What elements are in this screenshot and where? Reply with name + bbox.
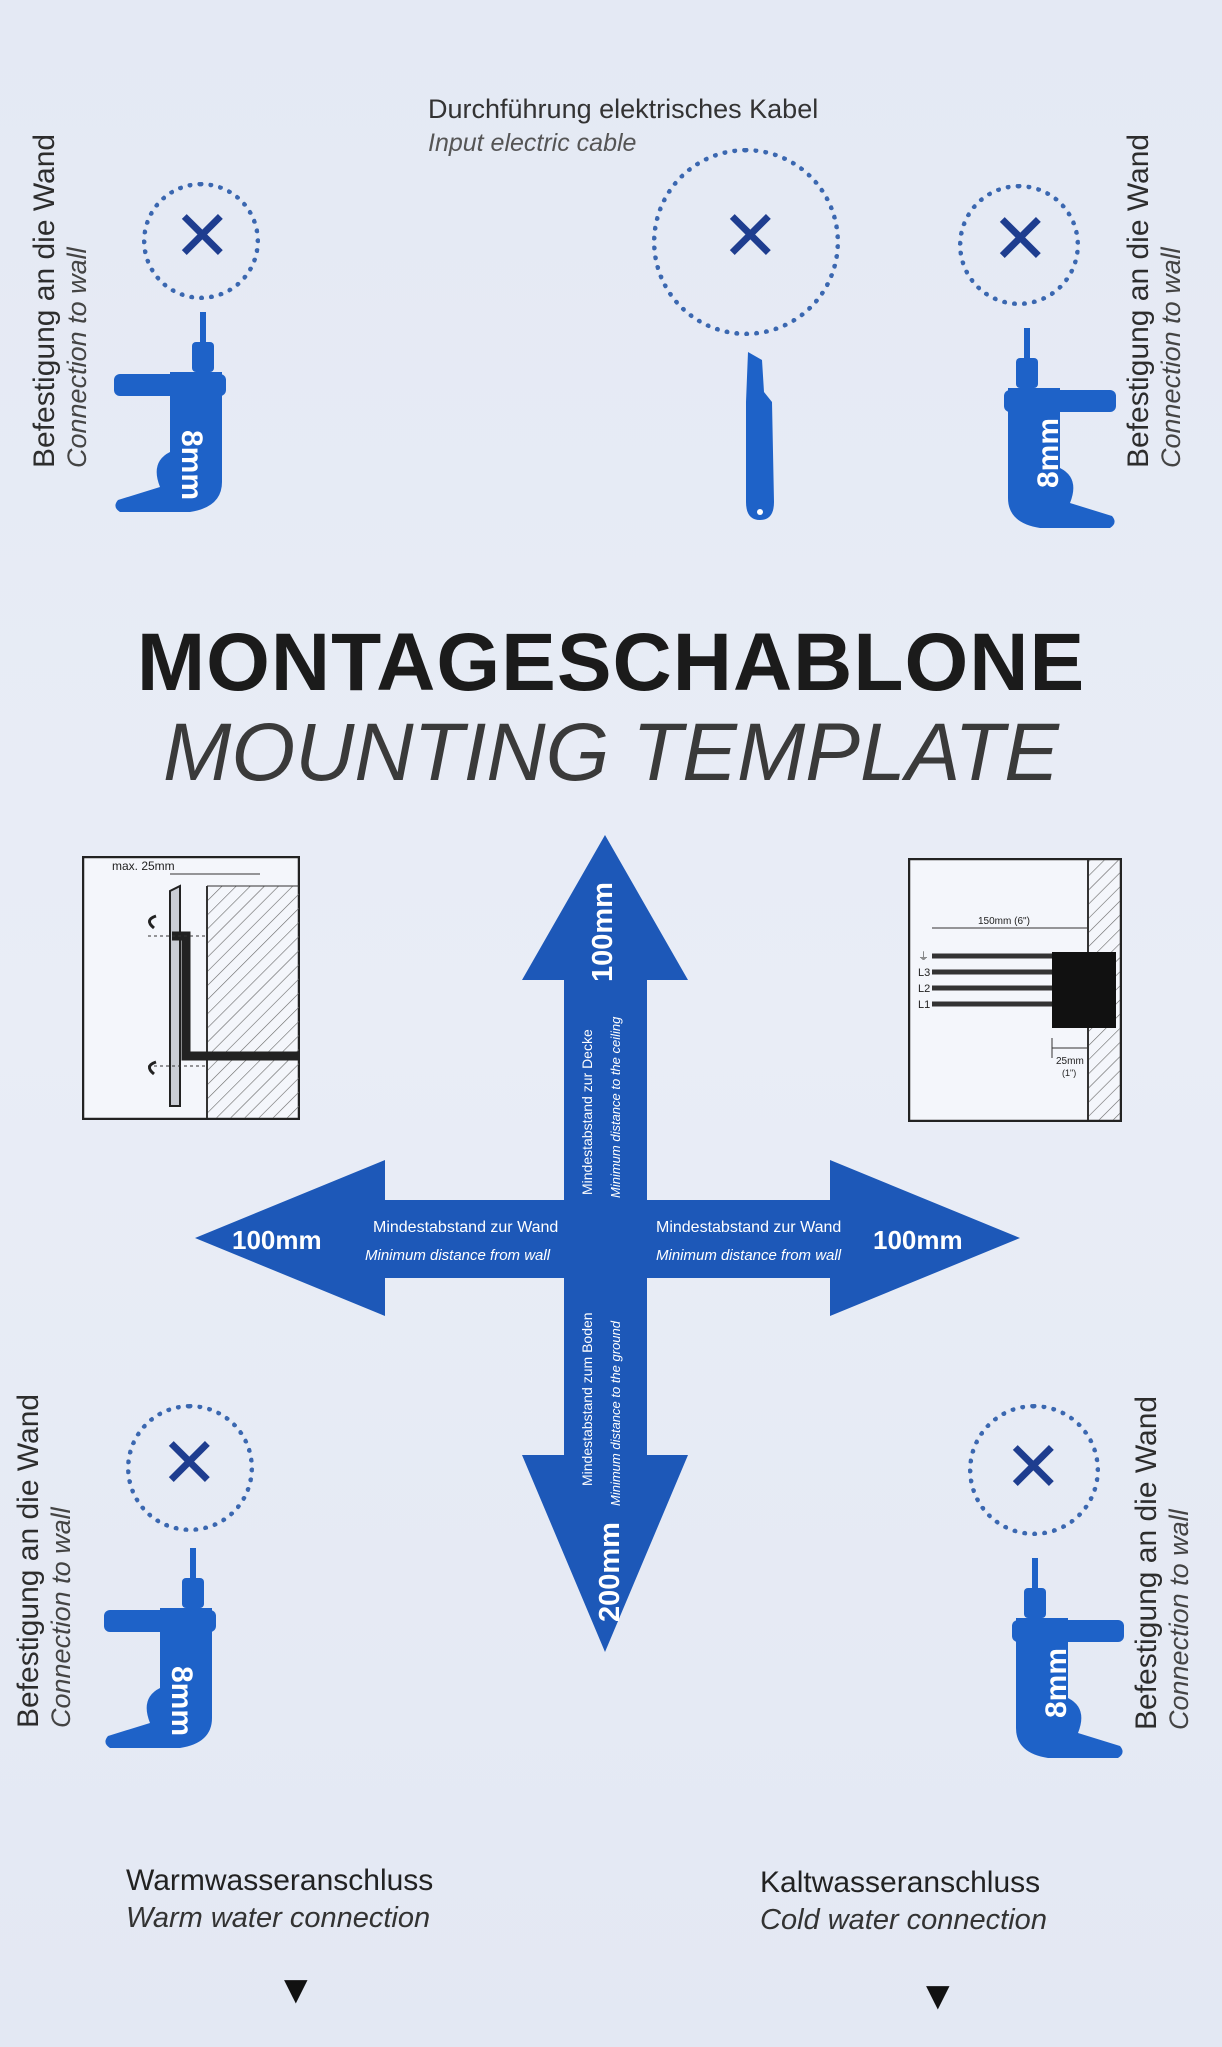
cold-water-caption (760, 1866, 1047, 1937)
arrow-left-de: Mindestabstand zur Wand (373, 1219, 559, 1236)
hole-cross-icon: ✕ (173, 195, 232, 277)
drill-size-label: 8mm (175, 430, 208, 501)
wall-label-de: Befestigung an die Wand (1122, 133, 1155, 468)
wall-label-en: Connection to wall (46, 1507, 76, 1728)
wall-label-de: Befestigung an die Wand (28, 133, 61, 468)
wire-label: ⏚ (918, 951, 929, 963)
wire-label: L3 (918, 967, 931, 979)
wall-label-top-right (1122, 134, 1186, 468)
hole-cross-icon: ✕ (1004, 1426, 1063, 1508)
title-de: MONTAGESCHABLONE (136, 617, 1086, 708)
drill-icon (1000, 328, 1120, 533)
drill-size-label: 8mm (1032, 417, 1065, 488)
cable-caption-de: Durchführung elektrisches Kabel (428, 94, 819, 124)
arrow-left-en: Minimum distance from wall (365, 1247, 551, 1264)
arrow-left-value: 100mm (232, 1225, 322, 1255)
hole-cross-icon: ✕ (721, 195, 780, 277)
knife-icon (740, 352, 780, 522)
arrow-up-value: 100mm (587, 882, 619, 982)
wall-label-en: Connection to wall (62, 247, 92, 468)
insert-depth-label: 25mm (1056, 1056, 1084, 1067)
cable-caption-en: Input electric cable (428, 129, 637, 157)
cable-length-label: 150mm (6") (978, 916, 1030, 927)
wall-label-en: Connection to wall (1164, 1509, 1194, 1730)
max-gap-label: max. 25mm (112, 859, 175, 873)
drill-size-label: 8mm (165, 1666, 198, 1737)
wall-label-en: Connection to wall (1156, 247, 1186, 468)
wall-label-bottom-left (12, 1394, 76, 1728)
cold-water-de: Kaltwasseranschluss (760, 1866, 1041, 1899)
hole-cross-icon: ✕ (160, 1422, 219, 1504)
cold-water-en: Cold water connection (760, 1904, 1047, 1936)
arrow-right-de: Mindestabstand zur Wand (656, 1219, 842, 1236)
drill-icon (110, 312, 230, 517)
drill-size-label: 8mm (1040, 1647, 1073, 1718)
warm-water-en: Warm water connection (126, 1902, 431, 1934)
clearance-arrows (190, 830, 1030, 1660)
wall-label-top-left (28, 134, 92, 468)
wall-label-de: Befestigung an die Wand (12, 1393, 45, 1728)
arrow-up-de: Mindestabstand zur Decke (579, 1029, 595, 1195)
arrow-down-de: Mindestabstand zum Boden (579, 1312, 595, 1486)
title-en: MOUNTING TEMPLATE (163, 707, 1059, 798)
hole-cross-icon: ✕ (991, 198, 1050, 280)
wire-label: L1 (918, 999, 931, 1011)
arrow-up-en: Minimum distance to the ceiling (608, 1016, 623, 1198)
wall-label-bottom-right (1130, 1396, 1194, 1730)
warm-water-caption (126, 1864, 433, 1935)
arrow-right-en: Minimum distance from wall (656, 1247, 842, 1264)
arrow-down-en: Minimum distance to the ground (608, 1321, 623, 1506)
arrow-down-value: 200mm (594, 1522, 626, 1622)
arrow-right-value: 100mm (873, 1225, 963, 1255)
wall-label-de: Befestigung an die Wand (1130, 1395, 1163, 1730)
warm-water-de: Warmwasseranschluss (126, 1864, 434, 1897)
insert-depth-inch-label: (1") (1062, 1068, 1077, 1078)
wire-label: L2 (918, 983, 931, 995)
warm-water-marker-icon: ▼ (276, 1968, 316, 2012)
cold-water-marker-icon: ▼ (918, 1974, 958, 2018)
